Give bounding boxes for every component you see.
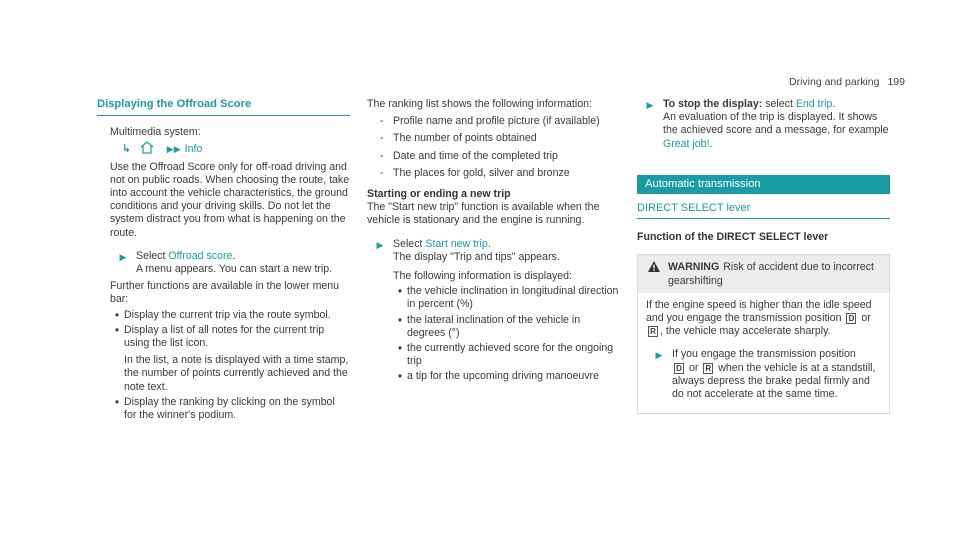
warning-label: WARNING (668, 261, 720, 274)
step-suffix: . (232, 249, 236, 262)
page-number: 199 (887, 76, 905, 88)
list-item: • the currently achieved score for the ongoing trip (397, 341, 614, 368)
list-item: - The number of points obtained (380, 132, 537, 145)
end-trip-link[interactable]: End trip (795, 98, 833, 110)
further-functions-text: Further functions are available in the lower menu bar: (110, 280, 340, 306)
list-item: • Display a list of all notes for the current trip using the list icon. In the list, a note is displayed with a time stamp, the number of points currently achieved and the note text. (114, 322, 349, 393)
list-item: • the vehicle inclination in longitudinal direction in percent (%) (397, 284, 619, 311)
double-chevron-icon: ▶▶ (166, 144, 181, 155)
step-result: A menu appears. You can start a new trip. (136, 263, 333, 276)
step-arrow-icon: ▶ (655, 350, 663, 361)
list-item: - The places for gold, silver and bronze (380, 166, 570, 179)
list-item: • the lateral inclination of the vehicle in degrees (°) (397, 312, 581, 339)
start-new-trip-link[interactable]: Start new trip (425, 237, 488, 250)
page-header (789, 76, 905, 89)
key-r-icon: R (648, 326, 658, 337)
home-icon (140, 141, 154, 154)
offroad-score-heading: Displaying the Offroad Score (97, 98, 350, 116)
function-heading: Function of the DIRECT SELECT lever (637, 231, 829, 244)
warning-body: If the engine speed is higher than the idle speed and you engage the transmission position D or R , the vehicle may accelerate sharply. ▶ If you engage the transmission position D or R when the vehicle is at a standstill, always depress the brake pedal firmly and do not accelerate at the same time. (638, 293, 889, 413)
key-d-icon: D (674, 363, 684, 374)
key-r-icon: R (703, 363, 713, 374)
following-info-text: The following information is displayed: (393, 270, 573, 283)
start-trip-heading: Starting or ending a new trip (367, 188, 511, 201)
column-left (97, 98, 350, 422)
column-right (637, 98, 890, 414)
path-intro: Multimedia system: (110, 126, 201, 139)
list-item: • Display the current trip via the route symbol. (114, 307, 331, 322)
info-link[interactable]: Info (184, 143, 203, 156)
step-arrow-icon: ▶ (376, 239, 384, 250)
step-arrow-icon: ▶ (646, 100, 654, 110)
arrow-right-icon: ↳ (122, 143, 131, 156)
offroad-score-link[interactable]: Offroad score (168, 249, 233, 262)
list-item: • Display the ranking by clicking on the symbol for the winner's podium. (114, 394, 335, 422)
list-item: - Profile name and profile picture (if available) (380, 115, 600, 128)
warning-step: ▶ If you engage the transmission position D or R when the vehicle is at a standstill, always depress the brake pedal firmly and do not accelerate at the same time. (646, 348, 881, 401)
warning-header (638, 255, 889, 292)
step-stop-display: ▶ To stop the display: select End trip. An evaluation of the trip is displayed. It shows the achieved score and a message, for example Great job!. (637, 98, 890, 151)
step-select-offroad (110, 250, 350, 276)
warning-text: Risk of accident due to incorrect gearshifting (668, 261, 874, 287)
step-prefix: Select (136, 249, 169, 262)
column-middle (367, 98, 620, 384)
step-start-trip: ▶ Select Start new trip. The display "Trip and tips" appears. The following information is displayed: • the vehicle inclination in longitudinal direction in percent (%) • the lateral inclination of the vehicle in degrees (°) • the currently achieved score for the ongoing trip • a tip for the upcoming driving manoeuvre (367, 238, 620, 384)
menu-path (110, 141, 350, 156)
direct-select-heading: DIRECT SELECT lever (637, 202, 890, 219)
step-arrow-icon: ▶ (119, 251, 127, 262)
warning-box (637, 254, 890, 414)
list-item: • a tip for the upcoming driving manoeuvre (397, 369, 599, 384)
automatic-transmission-banner: Automatic transmission (637, 175, 890, 194)
ranking-intro: The ranking list shows the following information: (367, 98, 592, 110)
start-trip-text: The "Start new trip" function is available when the vehicle is stationary and the engine is running. (367, 201, 600, 227)
key-d-icon: D (846, 313, 856, 324)
step-result: The display "Trip and tips" appears. (393, 250, 560, 263)
offroad-intro-text: Use the Offroad Score only for off-road driving and not on public roads. When choosing the route, take into account the vehicle characteristics, the ground conditions and your driving skills. Do not let the system distract you from what is happening on the route. (110, 160, 350, 239)
great-job-link[interactable]: Great job! (663, 137, 710, 150)
list-item: - Date and time of the completed trip (380, 149, 558, 162)
offroad-score-content (97, 126, 350, 422)
section-title: Driving and parking (789, 76, 880, 88)
warning-triangle-icon (647, 260, 661, 273)
